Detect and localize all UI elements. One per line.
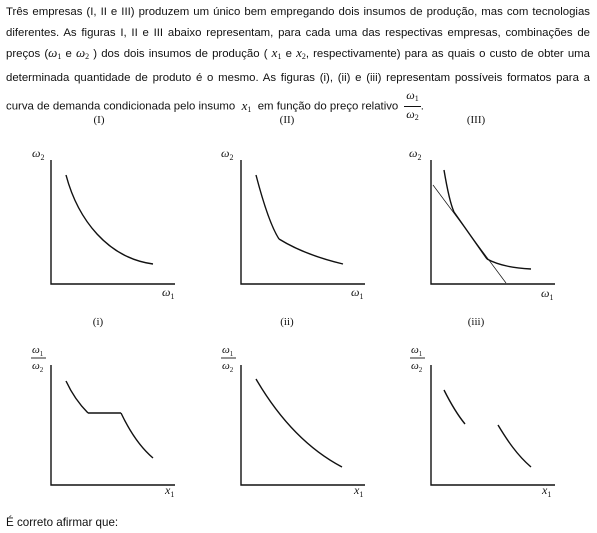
- figure-iii-axes: [431, 365, 555, 485]
- figure-III-curve-lower: [487, 259, 531, 269]
- figure-iii-y-label-num: $\omega_1$: [411, 344, 423, 358]
- figure-i-y-label-num: $\omega_1$: [32, 344, 44, 358]
- figure-i: [31, 344, 175, 499]
- figure-II: [221, 146, 365, 301]
- figure-I-y-label: $\omega_2$: [32, 146, 45, 162]
- figure-title-iii: (iii): [467, 316, 485, 328]
- question-line-3: preços ($\omega_1$ e $\omega_2$ ) dos dois insumos de produção ( $x_1$ e $x_2$, respectivamente) para as quais o custo de obter uma: [6, 45, 590, 62]
- figure-title-ii: (ii): [280, 316, 294, 328]
- figure-II-y-label: $\omega_2$: [221, 146, 234, 162]
- figure-iii-curve-lower: [498, 425, 531, 467]
- figure-i-curve-lower: [121, 413, 153, 458]
- figure-II-axes: [241, 160, 365, 284]
- figure-iii-x-label: $x_1$: [542, 483, 552, 499]
- figure-I-axes: [51, 160, 175, 284]
- question-line-2: diferentes. As figuras I, II e III abaixo representam, para cada uma das respectivas empresas, combinações de: [6, 26, 590, 39]
- figure-I: [32, 146, 175, 301]
- figure-III: [409, 146, 555, 302]
- answer-prompt: É correto afirmar que:: [6, 516, 119, 529]
- figure-II-x-label: $\omega_1$: [351, 285, 364, 301]
- figure-iii-curve-upper: [444, 390, 465, 424]
- figure-ii: [221, 344, 365, 499]
- figure-i-axes: [51, 365, 175, 485]
- question-line-1: Três empresas (I, II e III) produzem um único bem empregando dois insumos de produção, mas com tecnologias: [6, 6, 590, 18]
- relative-price-fraction: $\frac{\omega_1}{\omega_2}$: [406, 88, 419, 123]
- figure-I-isocost-curve: [66, 175, 153, 264]
- figure-III-curve-upper: [444, 170, 454, 212]
- figure-title-I: (I): [93, 114, 105, 126]
- figure-III-y-label: $\omega_2$: [409, 146, 422, 162]
- figure-title-III: (III): [466, 114, 486, 126]
- figure-II-curve-flat: [279, 239, 343, 264]
- figure-iii: [410, 344, 555, 499]
- figure-ii-demand-curve: [256, 379, 342, 467]
- figure-title-II: (II): [279, 114, 295, 126]
- figure-III-linear-segment: [454, 212, 487, 259]
- figure-ii-x-label: $x_1$: [354, 483, 364, 499]
- figure-i-y-label-den: $\omega_2$: [32, 360, 44, 374]
- figure-I-x-label: $\omega_1$: [162, 285, 175, 301]
- figure-II-curve-steep: [256, 175, 279, 239]
- figure-III-x-label: $\omega_1$: [541, 286, 554, 302]
- figure-title-i: (i): [92, 316, 104, 328]
- figure-iii-y-label-den: $\omega_2$: [411, 360, 423, 374]
- figure-i-curve-upper: [66, 381, 88, 413]
- question-line-5: curva de demanda condicionada pelo insumo $x_1$ em função do preço relativo $\frac{\omega_1}{\omega_2}$ .: [6, 88, 590, 125]
- figure-ii-y-label-num: $\omega_1$: [222, 344, 234, 358]
- question-line-4: determinada quantidade de produto é o mesmo. As figuras (i), (ii) e (iii) representam possíveis formatos para a: [6, 71, 590, 84]
- figure-i-x-label: $x_1$: [165, 483, 175, 499]
- figure-ii-y-label-den: $\omega_2$: [222, 360, 234, 374]
- figure-ii-axes: [241, 365, 365, 485]
